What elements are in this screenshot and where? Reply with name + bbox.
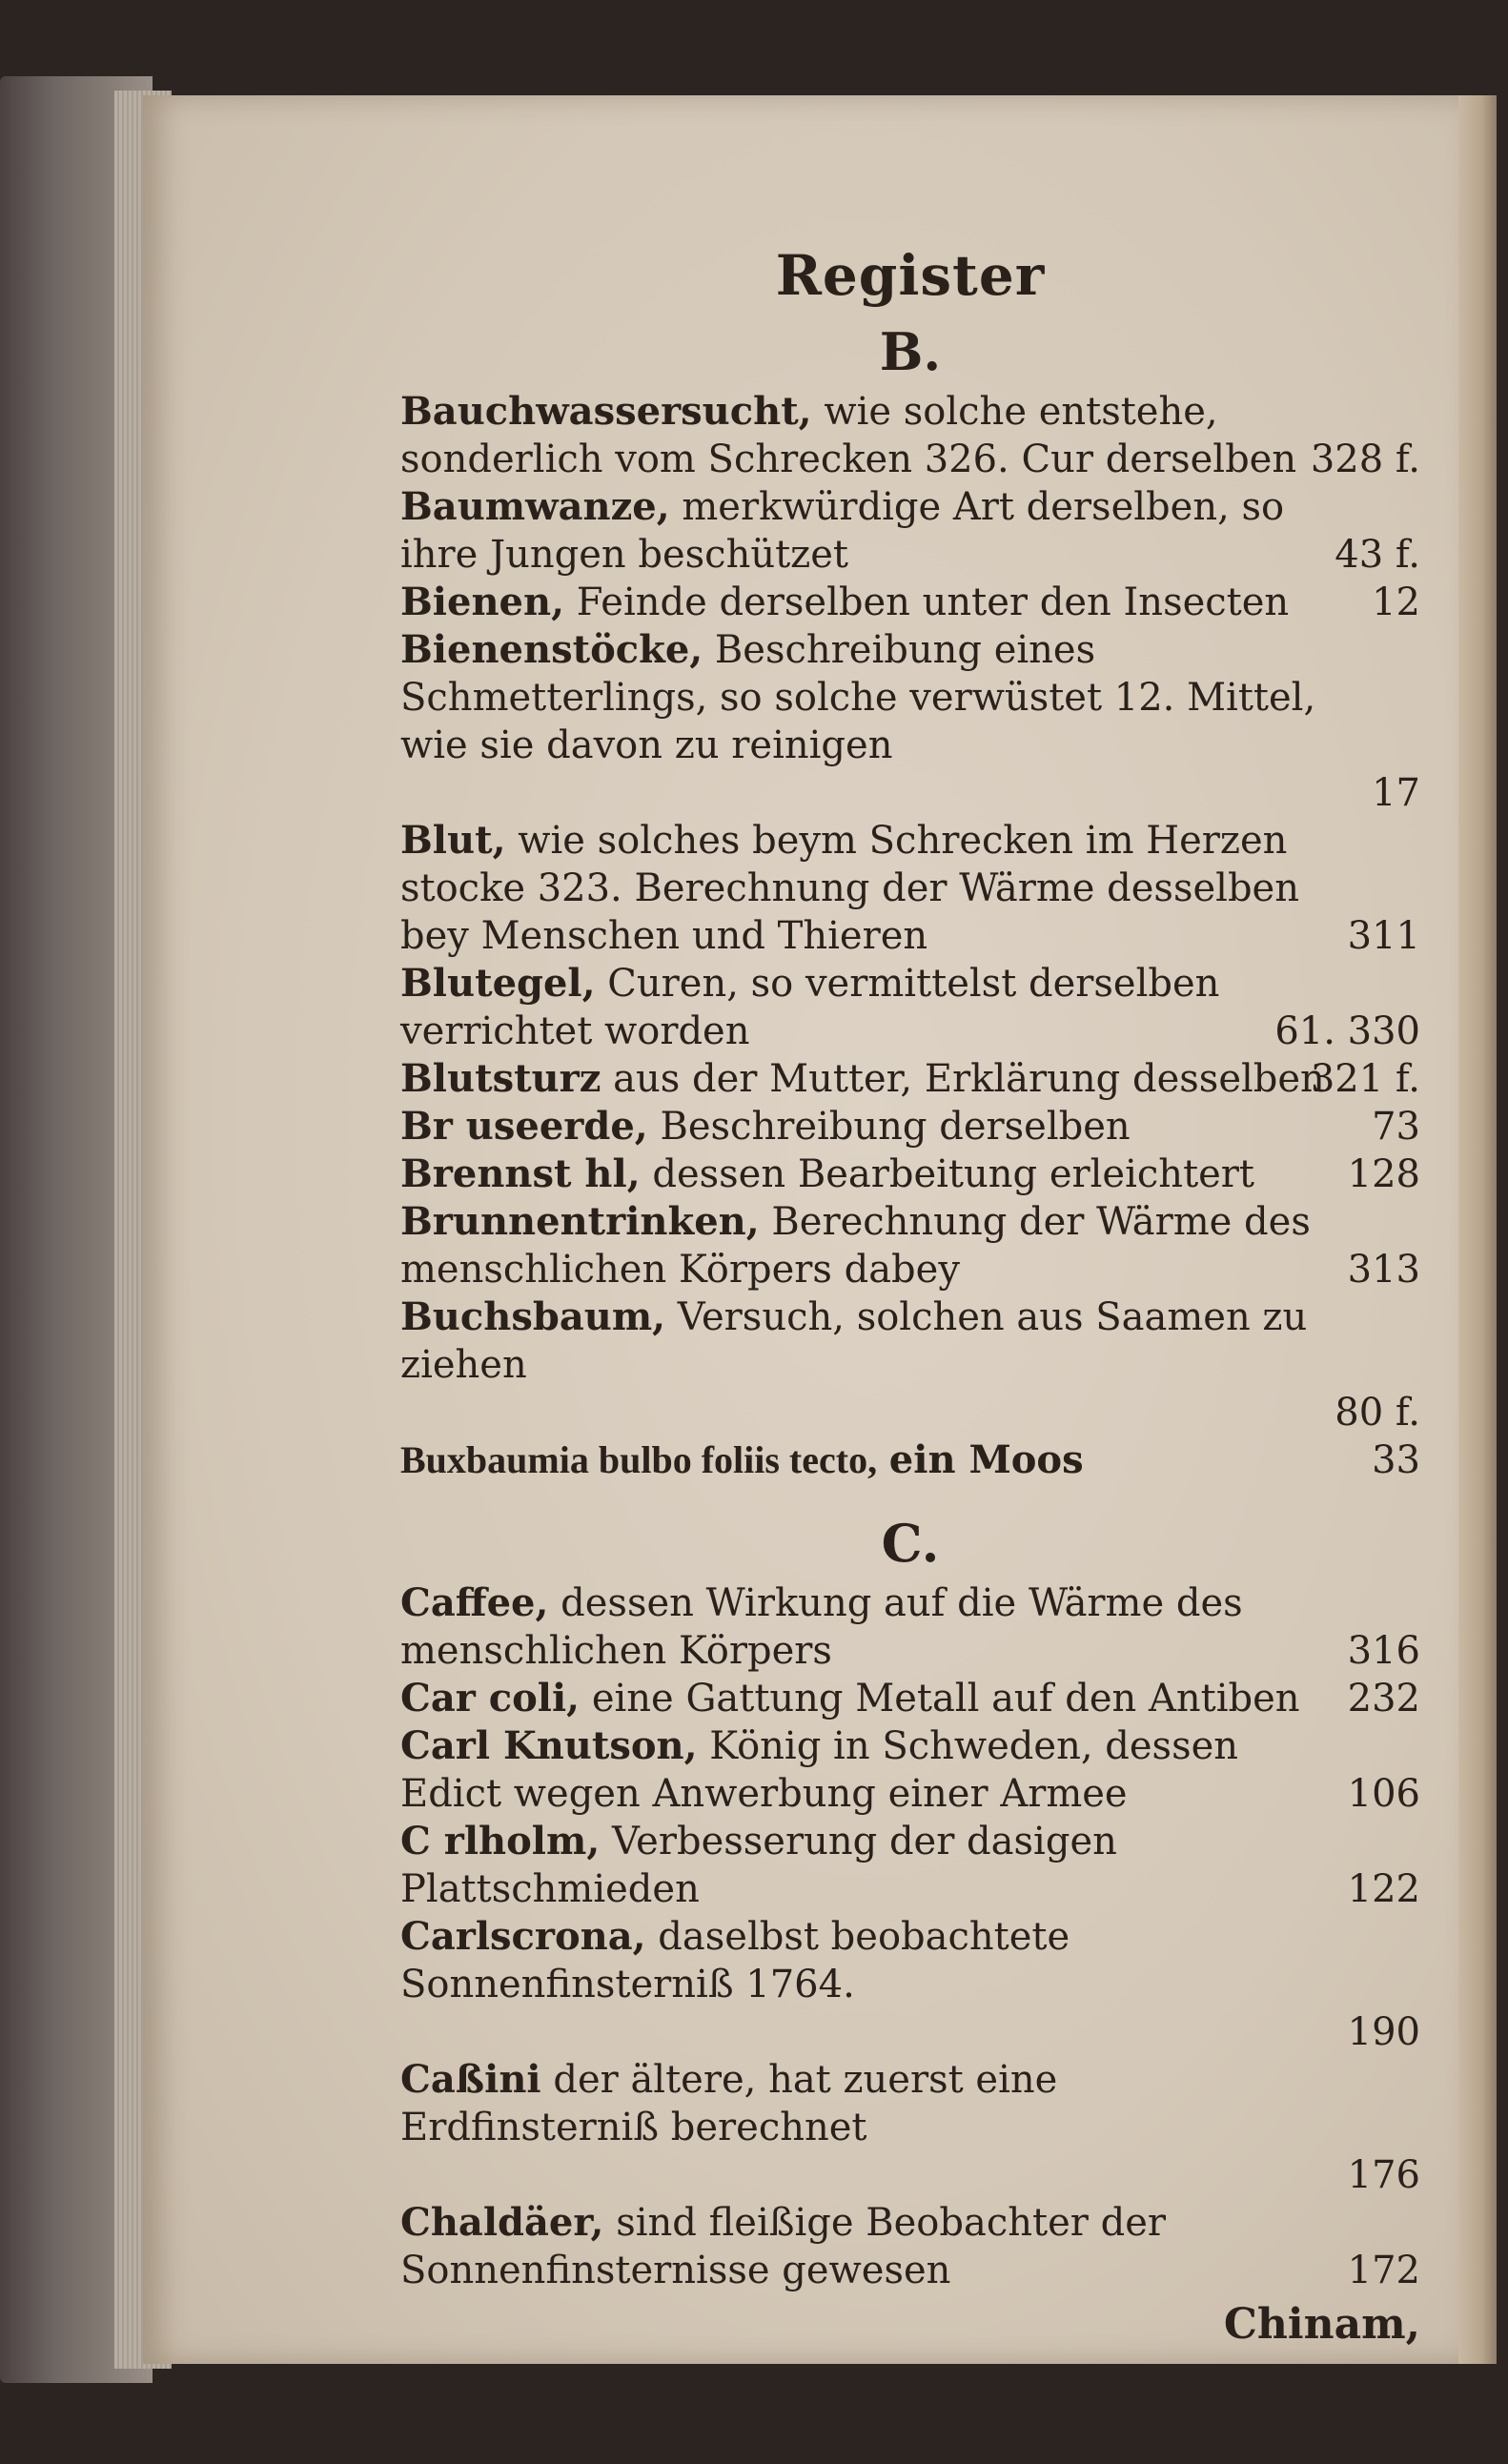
- entry-text: Berechnung der Wärme des menschlichen Körpers dabey: [400, 1200, 1311, 1292]
- entry-page: 321 f.: [1310, 1057, 1420, 1101]
- entry-text: Curen, so vermittelst derselben verrichtet worden: [400, 962, 1220, 1053]
- index-entry: [400, 2056, 1420, 2199]
- entry-page: 316: [1347, 1629, 1420, 1673]
- section-letter-c: C.: [881, 1513, 940, 1574]
- entry-page: 43 f.: [1335, 533, 1420, 577]
- entry-head: Chaldäer,: [400, 2200, 604, 2245]
- entry-page: 128: [1347, 1152, 1420, 1196]
- page-header: Register: [775, 243, 1046, 308]
- entry-head: Br useerde,: [400, 1104, 648, 1149]
- index-entry: [400, 1579, 1420, 1675]
- index-entry: [400, 2199, 1420, 2294]
- index-entry: [400, 388, 1420, 483]
- entry-head: Blutsturz: [400, 1056, 601, 1101]
- entry-page: 12: [1372, 580, 1420, 624]
- index-entry: [400, 626, 1420, 817]
- entry-head: Bienen,: [400, 580, 564, 624]
- entry-page: 172: [1347, 2249, 1420, 2292]
- entry-head: Blut,: [400, 818, 506, 863]
- entry-text: ein Moos: [888, 1437, 1084, 1482]
- entry-page: 61. 330: [1274, 1009, 1420, 1053]
- entry-text: merkwürdige Art derselben, so ihre Jungen beschützet: [400, 485, 1285, 577]
- entry-page: 328 f.: [1310, 438, 1420, 481]
- entry-text: Feinde derselben unter den Insecten: [576, 580, 1290, 624]
- entry-text: daselbst beobachtete Sonnenfinsterniß 1764.: [400, 1915, 1070, 2006]
- entry-head: Caffee,: [400, 1580, 549, 1625]
- index-entry: [400, 1722, 1420, 1818]
- page-content: [400, 243, 1420, 2349]
- index-entry: [400, 1055, 1420, 1103]
- entry-text: sind fleißige Beobachter der Sonnenfinsternisse gewesen: [400, 2201, 1166, 2292]
- index-entry: [400, 1675, 1420, 1722]
- entry-head: Blutegel,: [400, 961, 596, 1006]
- entry-text: wie solches beym Schrecken im Herzen stocke 323. Berechnung der Wärme desselben bey Menschen und Thieren: [400, 819, 1299, 958]
- index-entry: [400, 1436, 1420, 1484]
- entry-head: Buchsbaum,: [400, 1294, 666, 1339]
- entry-head: Car coli,: [400, 1676, 581, 1721]
- entry-text: der ältere, hat zuerst eine Erdfinsterniß berechnet: [400, 2058, 1058, 2149]
- entry-page: 33: [1372, 1438, 1420, 1482]
- index-entry: [400, 1818, 1420, 1913]
- entry-text: aus der Mutter, Erklärung desselben: [613, 1057, 1325, 1101]
- catchword: Chinam,: [1223, 2300, 1420, 2349]
- entry-text: Beschreibung derselben: [660, 1105, 1131, 1149]
- entry-head: C rlholm,: [400, 1819, 601, 1863]
- entry-text: dessen Wirkung auf die Wärme des menschlichen Körpers: [400, 1581, 1243, 1673]
- entry-page: 176: [1347, 2153, 1420, 2197]
- entry-page: 232: [1347, 1677, 1420, 1721]
- entry-text: Beschreibung eines Schmetterlings, so solche verwüstet 12. Mittel, wie sie davon zu reinigen: [400, 628, 1316, 767]
- entry-head: Brunnentrinken,: [400, 1199, 760, 1244]
- entry-page: 190: [1347, 2010, 1420, 2054]
- entry-text: Verbesserung der dasigen Plattschmieden: [400, 1820, 1117, 1911]
- entry-head: Bienenstöcke,: [400, 627, 703, 672]
- entry-text: eine Gattung Metall auf den Antiben: [591, 1677, 1300, 1721]
- index-entry: [400, 817, 1420, 960]
- index-entry: [400, 1198, 1420, 1293]
- entry-page: 106: [1347, 1772, 1420, 1816]
- entry-text: Versuch, solchen aus Saamen zu ziehen: [400, 1295, 1308, 1387]
- entry-page: 80 f.: [1335, 1391, 1420, 1435]
- entry-head: Brennst hl,: [400, 1151, 641, 1196]
- entry-text: König in Schweden, dessen Edict wegen Anwerbung einer Armee: [400, 1724, 1239, 1816]
- index-entry: [400, 1103, 1420, 1151]
- section-gap: [400, 1484, 1420, 1513]
- entry-head: Buxbaumia bulbo foliis tecto,: [400, 1438, 878, 1481]
- entry-page: 122: [1347, 1867, 1420, 1911]
- entry-head: Baumwanze,: [400, 484, 670, 529]
- index-entry: [400, 1151, 1420, 1198]
- entry-head: Carlscrona,: [400, 1914, 646, 1959]
- entry-page: 311: [1347, 914, 1420, 958]
- facing-page-edge: [1458, 95, 1497, 2364]
- entry-head: Bauchwassersucht,: [400, 389, 812, 434]
- entry-text: wie solche entstehe, sonderlich vom Schrecken 326. Cur derselben: [400, 390, 1297, 481]
- index-entry: [400, 960, 1420, 1055]
- entry-head: Caßini: [400, 2057, 541, 2102]
- index-entry: [400, 1913, 1420, 2056]
- index-entry: [400, 579, 1420, 626]
- entry-text: dessen Bearbeitung erleichtert: [652, 1152, 1255, 1196]
- entry-page: 17: [1372, 771, 1420, 815]
- entry-page: 73: [1372, 1105, 1420, 1149]
- index-entry: [400, 483, 1420, 579]
- index-entry: [400, 1293, 1420, 1436]
- entry-page: 313: [1347, 1248, 1420, 1292]
- section-letter-b: B.: [879, 321, 942, 382]
- entry-head: Carl Knutson,: [400, 1723, 698, 1768]
